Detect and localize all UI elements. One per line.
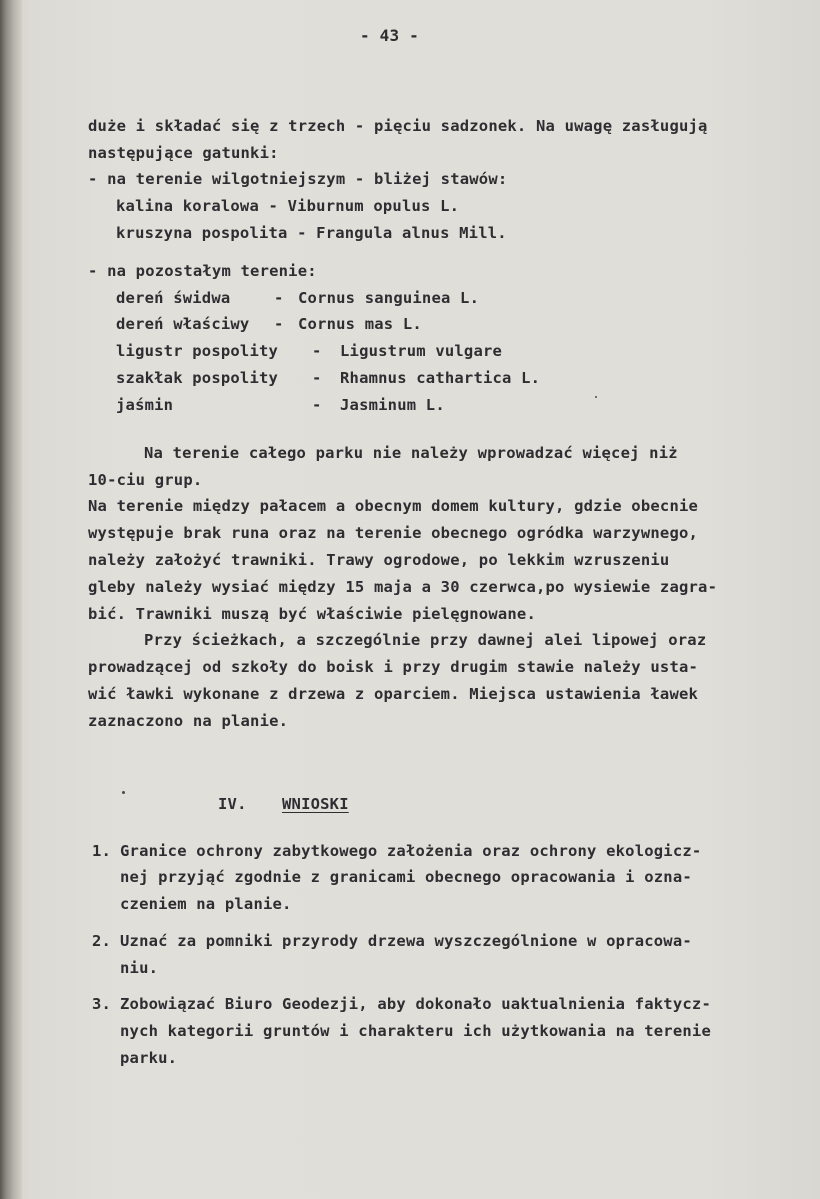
species-separator: - <box>274 315 284 333</box>
conclusion-line: czeniem na planie. <box>120 895 292 913</box>
species-latin-name: Cornus mas L. <box>298 315 422 333</box>
conclusion-line: niu. <box>120 959 159 977</box>
conclusion-number: 3. <box>92 995 112 1013</box>
species-latin-name: Jasminum L. <box>340 396 445 414</box>
species-separator: - <box>312 396 322 414</box>
conclusion-line: nej przyjąć zgodnie z granicami obecnego opracowania i ozna- <box>120 868 692 886</box>
species-separator: - <box>274 289 284 307</box>
paragraph-line: prowadzącej od szkoły do boisk i przy drugim stawie należy usta- <box>88 658 699 676</box>
paragraph-line: występuje brak runa oraz na terenie obecnego ogródka warzywnego, <box>88 524 699 542</box>
conclusion-line: Granice ochrony zabytkowego założenia oraz ochrony ekologicz- <box>120 842 702 860</box>
paragraph-line: bić. Trawniki muszą być właściwie pielęgnowane. <box>88 605 536 623</box>
conclusion-line: nych kategorii gruntów i charakteru ich użytkowania na terenie <box>120 1022 711 1040</box>
paragraph-line: następujące gatunki: <box>88 144 279 162</box>
list-heading: - na terenie wilgotniejszym - bliżej stawów: <box>88 170 508 188</box>
list-heading: - na pozostałym terenie: <box>88 262 317 280</box>
conclusion-line: Uznać za pomniki przyrody drzewa wyszczególnione w opracowa- <box>120 932 692 950</box>
species-separator: - <box>312 369 322 387</box>
conclusion-line: Zobowiązać Biuro Geodezji, aby dokonało uaktualnienia faktycz- <box>120 995 711 1013</box>
list-item: kruszyna pospolita - Frangula alnus Mill. <box>116 224 507 242</box>
paragraph-line: należy założyć trawniki. Trawy ogrodowe, po lekkim wzruszeniu <box>88 551 670 569</box>
paragraph-line: 10-ciu grup. <box>88 471 203 489</box>
conclusion-number: 2. <box>92 932 112 950</box>
list-item: kalina koralowa - Viburnum opulus L. <box>116 197 460 215</box>
paragraph-line: Przy ścieżkach, a szczególnie przy dawnej alei lipowej oraz <box>144 631 707 649</box>
binding-edge <box>0 0 22 1199</box>
species-latin-name: Ligustrum vulgare <box>340 342 503 360</box>
species-separator: - <box>312 342 322 360</box>
paragraph-line: Na terenie całego parku nie należy wprowadzać więcej niż <box>144 444 678 462</box>
paragraph-line: duże i składać się z trzech - pięciu sadzonek. Na uwagę zasługują <box>88 117 708 135</box>
paragraph-line: gleby należy wysiać między 15 maja a 30 czerwca,po wysiewie zagra- <box>88 578 718 596</box>
species-common-name: szakłak pospolity <box>116 369 279 387</box>
paragraph-line: zaznaczono na planie. <box>88 712 289 730</box>
species-common-name: dereń właściwy <box>116 315 250 333</box>
species-common-name: ligustr pospolity <box>116 342 279 360</box>
page-number: - 43 - <box>360 26 419 45</box>
section-number: IV. <box>218 795 247 813</box>
scan-speck <box>595 396 597 398</box>
species-latin-name: Rhamnus cathartica L. <box>340 369 541 387</box>
scan-speck <box>122 791 125 794</box>
section-title: WNIOSKI <box>282 795 349 813</box>
species-common-name: jaśmin <box>116 396 174 414</box>
paragraph-line: wić ławki wykonane z drzewa z oparciem. Miejsca ustawienia ławek <box>88 685 699 703</box>
conclusion-number: 1. <box>92 842 112 860</box>
paragraph-line: Na terenie między pałacem a obecnym domem kultury, gdzie obecnie <box>88 497 699 515</box>
conclusion-line: parku. <box>120 1049 178 1067</box>
species-common-name: dereń świdwa <box>116 289 231 307</box>
species-latin-name: Cornus sanguinea L. <box>298 289 480 307</box>
